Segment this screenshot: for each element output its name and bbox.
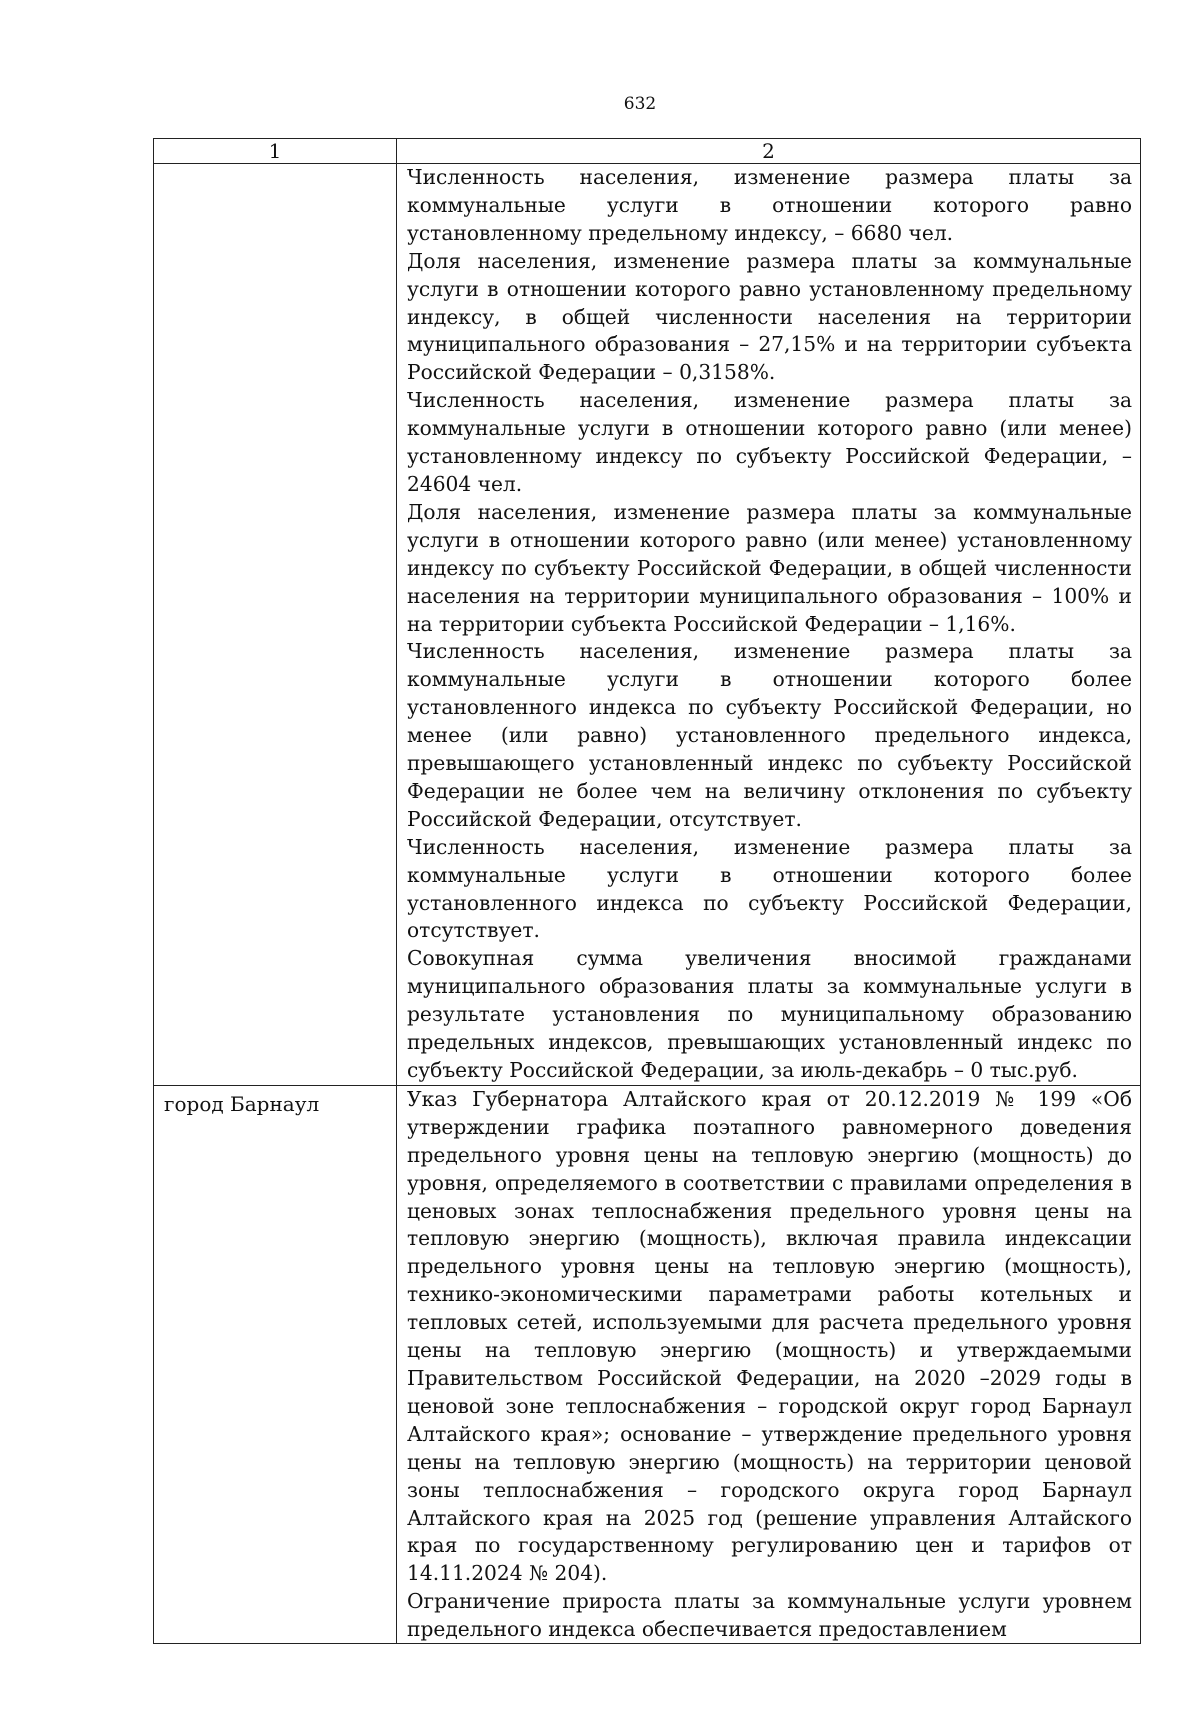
municipality-cell — [154, 164, 397, 1086]
page-number: 632 — [623, 94, 657, 114]
description-cell — [397, 164, 1141, 1086]
paragraph: Доля населения, изменение размера платы за коммунальные услуги в отношении которого равно установленному предельному индексу, в общей численности населения на территории муниципального образования – 27,15% и на территории субъекта Российской Федерации – 0,3158%. — [407, 248, 1132, 385]
document-table — [153, 138, 1141, 1644]
paragraph: Численность населения, изменение размера платы за коммунальные услуги в отношении которого равно установленному предельному индексу, – 6680 чел. — [407, 165, 1132, 245]
paragraph: Численность населения, изменение размера платы за коммунальные услуги в отношении которого более установленного индекса по субъекту Российской Федерации, но менее (или равно) установленного предельного индекса, превышающего установленный индекс по субъекту Российской Федерации не более чем на величину отклонения по субъекту Российской Федерации, отсутствует. — [407, 639, 1132, 831]
table-row — [154, 1085, 1141, 1644]
municipality-cell: город Барнаул — [154, 1085, 397, 1644]
table-header-row — [154, 139, 1141, 164]
table-row — [154, 164, 1141, 1086]
paragraph: Доля населения, изменение размера платы за коммунальные услуги в отношении которого равно (или менее) установленному индексу по субъекту Российской Федерации, в общей численности населения на территории муниципального образования – 100% и на территории субъекта Российской Федерации – 1,16%. — [407, 499, 1132, 636]
column-header-1: 1 — [154, 139, 397, 164]
description-cell — [397, 1085, 1141, 1644]
paragraph: Численность населения, изменение размера платы за коммунальные услуги в отношении которого равно (или менее) установленному индексу по субъекту Российской Федерации, – 24604 чел. — [407, 388, 1132, 496]
paragraph: Численность населения, изменение размера платы за коммунальные услуги в отношении которого более установленного индекса по субъекту Российской Федерации, отсутствует. — [407, 834, 1132, 943]
paragraph: Совокупная сумма увеличения вносимой гражданами муниципального образования платы за коммунальные услуги в результате установления по муниципальному образованию предельных индексов, превышающих установленный индекс по субъекту Российской Федерации, за июль-декабрь – 0 тыс.руб. — [407, 946, 1132, 1082]
paragraph: Ограничение прироста платы за коммунальные услуги уровнем предельного индекса обеспечивается предоставлением — [407, 1589, 1132, 1641]
column-header-2: 2 — [397, 139, 1141, 164]
paragraph: Указ Губернатора Алтайского края от 20.12.2019 № 199 «Об утверждении графика поэтапного равномерного доведения предельного уровня цены на тепловую энергию (мощность) до уровня, определяемого в соответствии с правилами определения в ценовых зонах теплоснабжения предельного уровня цены на тепловую энергию (мощность), включая правила индексации предельного уровня цены на тепловую энергию (мощность), технико-экономическими параметрами работы котельных и тепловых сетей, используемыми для расчета предельного уровня цены на тепловую энергию (мощность) и утверждаемыми Правительством Российской Федерации, на 2020 –2029 годы в ценовой зоне теплоснабжения – городской округ город Барнаул Алтайского края»; основание – утверждение предельного уровня цены на тепловую энергию (мощность) на территории ценовой зоны теплоснабжения – городского округа город Барнаул Алтайского края на 2025 год (решение управления Алтайского края по государственному регулированию цен и тарифов от 14.11.2024 № 204). — [407, 1086, 1132, 1586]
